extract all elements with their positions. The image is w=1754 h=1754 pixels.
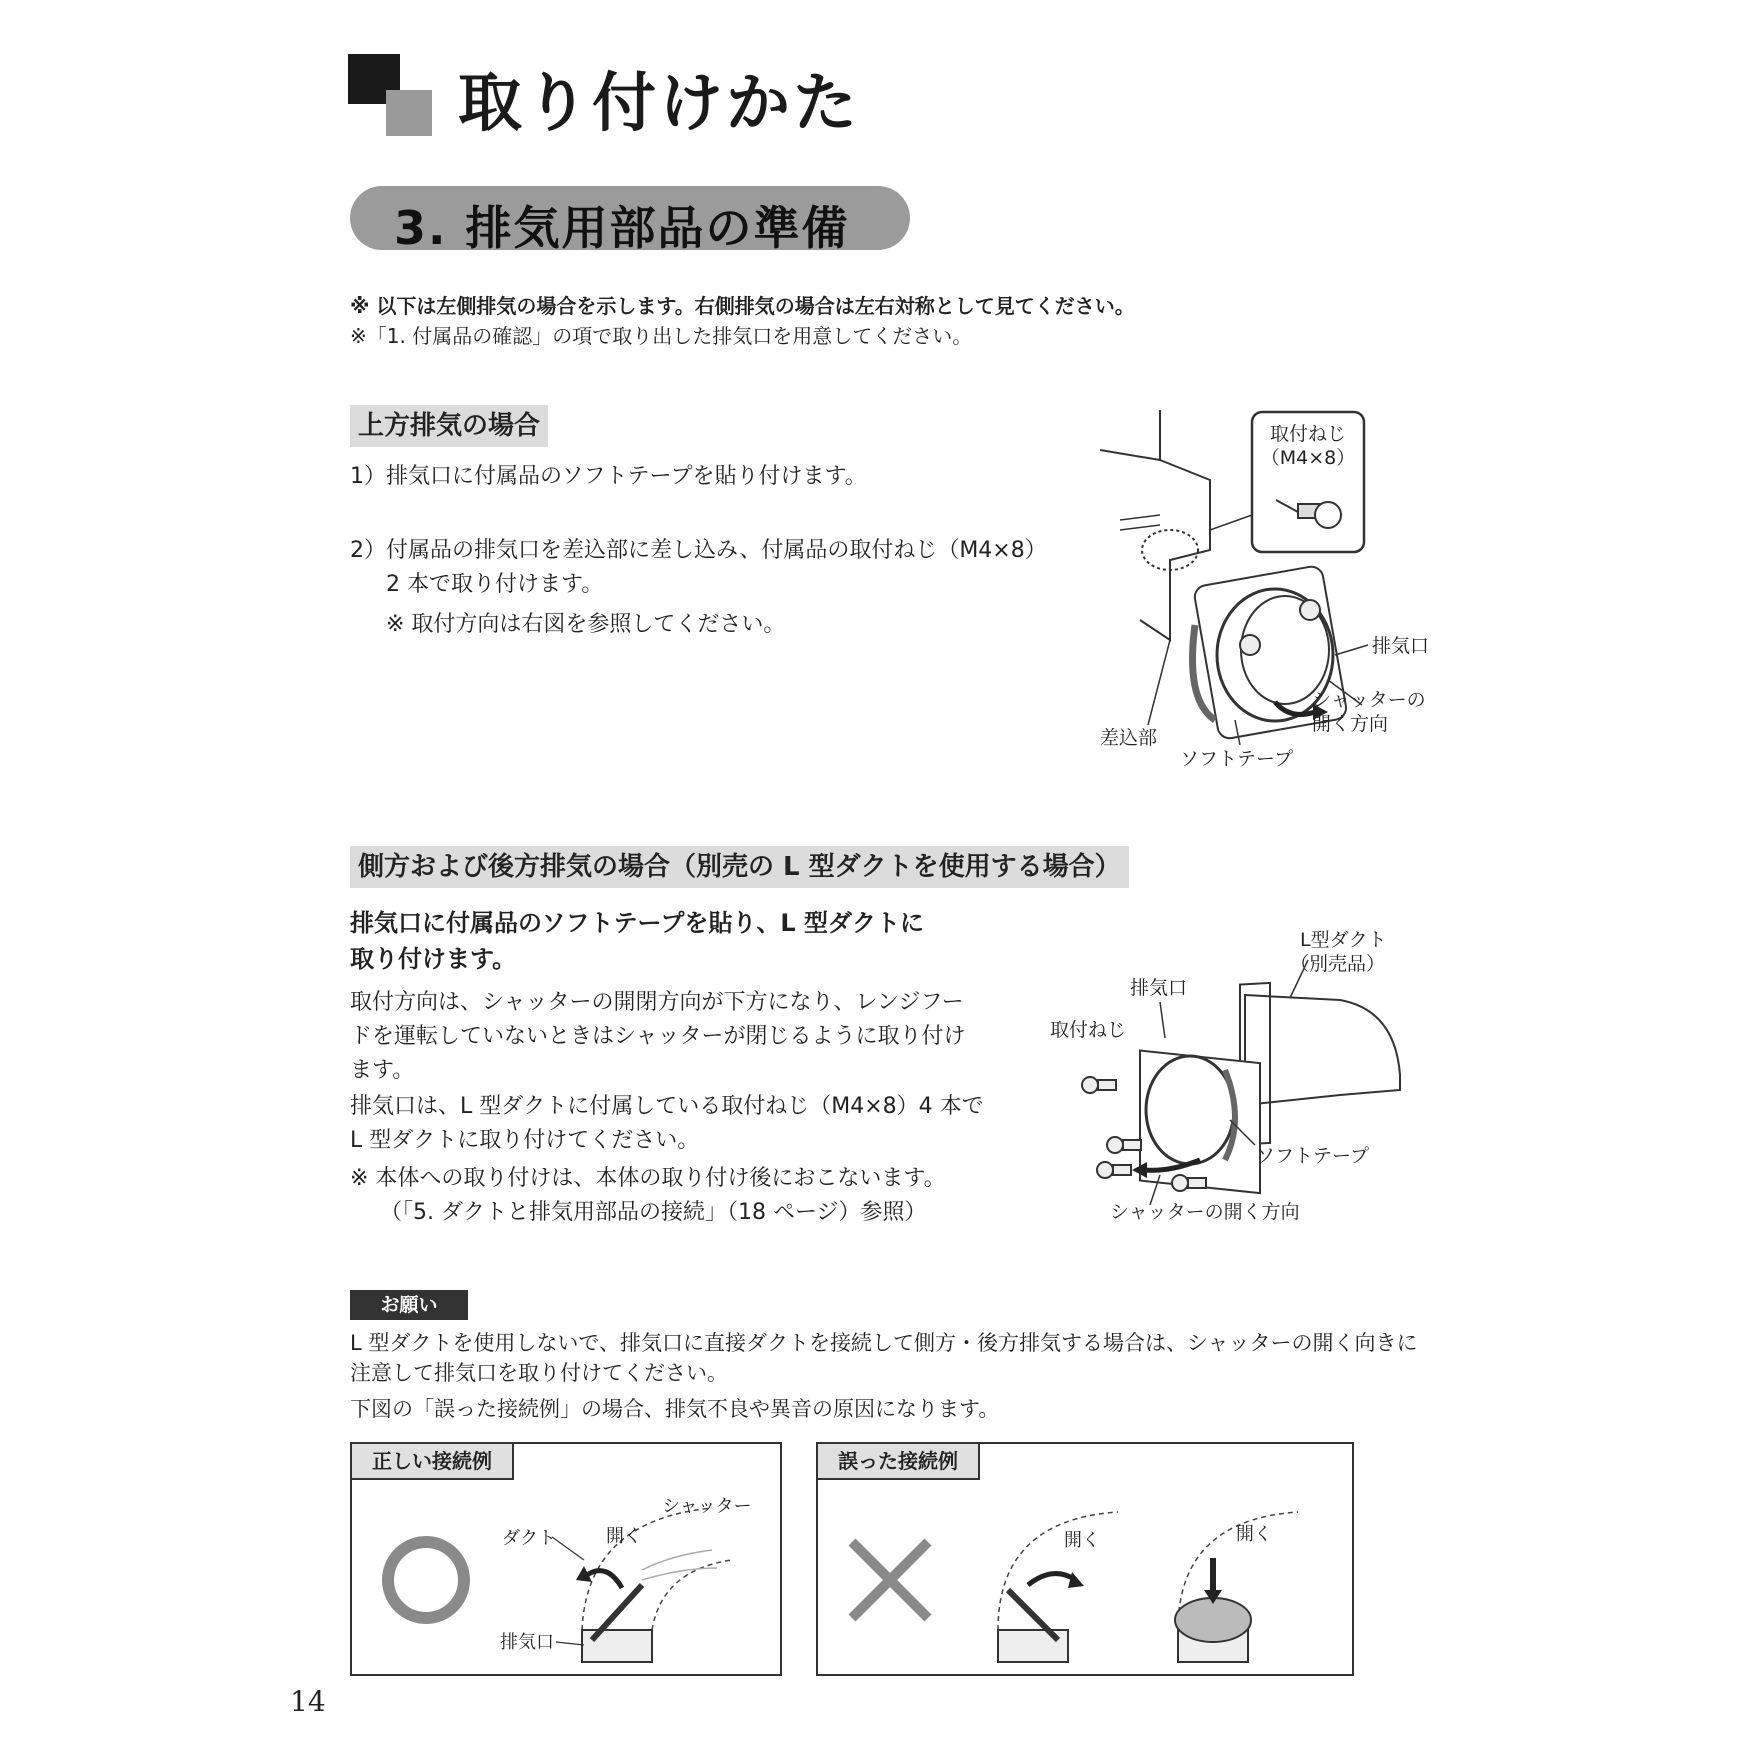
- side-exhaust-figure: [1040, 920, 1440, 1220]
- request-line-1: L 型ダクトを使用しないで、排気口に直接ダクトを接続して側方・後方排気する場合は、シャッターの開く向きに: [350, 1331, 1418, 1355]
- upper-exhaust-figure: [1100, 400, 1460, 780]
- wrong-label-open-2: 開く: [1236, 1524, 1272, 1545]
- side-bold-2: 取り付けます。: [350, 945, 517, 973]
- upper-step-2a: 2）付属品の排気口を差込部に差し込み、付属品の取付ねじ（M4×8）: [350, 538, 1047, 563]
- label-lduct-2: （別売品）: [1290, 953, 1386, 975]
- correct-port: [582, 1630, 652, 1662]
- side-exhaust-ring: [1146, 1056, 1234, 1164]
- correct-example-figure: [352, 1480, 778, 1672]
- note-left-side: ※ 以下は左側排気の場合を示します。右側排気の場合は左右対称として見てください。: [350, 294, 1135, 318]
- side-p2: ドを運転していないときはシャッターが閉じるように取り付け: [350, 1024, 966, 1049]
- label-exhaust: 排気口: [1372, 635, 1430, 657]
- hood-body-outline: [1140, 410, 1210, 640]
- correct-label-shutter: シャッター: [662, 1496, 752, 1517]
- label-side-screw: 取付ねじ: [1050, 1019, 1127, 1041]
- title-decoration-gray: [386, 90, 432, 136]
- upper-step-1: 1）排気口に付属品のソフトテープを貼り付けます。: [350, 464, 867, 489]
- side-p4: 排気口は、L 型ダクトに付属している取付ねじ（M4×8）4 本で: [350, 1094, 984, 1119]
- label-shutter-2: 開く方向: [1312, 713, 1389, 735]
- screw-callout-title: 取付ねじ: [1269, 423, 1347, 445]
- label-side-shutter: シャッターの開く方向: [1110, 1201, 1300, 1220]
- section-title: 3. 排気用部品の準備: [394, 201, 850, 255]
- wrong-example-box: [816, 1442, 1354, 1676]
- side-p1: 取付方向は、シャッターの開閉方向が下方になり、レンジフー: [350, 990, 964, 1015]
- upper-step-2-note: ※ 取付方向は右図を参照してください。: [386, 612, 786, 637]
- wrong-port-1: [998, 1630, 1068, 1662]
- correct-open-arrow: [587, 1571, 622, 1588]
- correct-label-open: 開く: [606, 1526, 642, 1547]
- side-p3: ます。: [350, 1058, 415, 1083]
- upper-step-2b: 2 本で取り付けます。: [386, 572, 604, 597]
- section-title-pill: [350, 186, 910, 255]
- side-p5: L 型ダクトに取り付けてください。: [350, 1128, 700, 1153]
- side-p7: （「5. ダクトと排気用部品の接続」（18 ページ）参照）: [380, 1200, 927, 1225]
- correct-circle-icon: [388, 1542, 464, 1618]
- label-lduct-1: L型ダクト: [1300, 929, 1387, 951]
- page-title: 取り付けかた: [458, 67, 860, 141]
- side-bold-1: 排気口に付属品のソフトテープを貼り、L 型ダクトに: [350, 909, 924, 937]
- correct-label-exhaust: 排気口: [500, 1632, 554, 1653]
- correct-example-box: [350, 1442, 782, 1676]
- side-p6: ※ 本体への取り付けは、本体の取り付け後におこないます。: [350, 1166, 946, 1191]
- wrong-shutter-2: [1175, 1598, 1251, 1642]
- label-side-exhaust: 排気口: [1130, 977, 1188, 999]
- l-duct-shape: [1245, 995, 1400, 1105]
- wrong-example-figure: [818, 1480, 1350, 1672]
- upper-exhaust-heading: 上方排気の場合: [350, 405, 548, 447]
- screw-callout-spec: （M4×8）: [1260, 447, 1356, 469]
- request-line-2: 注意して排気口を取り付けてください。: [350, 1361, 728, 1385]
- request-badge: お願い: [350, 1290, 468, 1320]
- correct-label-duct: ダクト: [502, 1528, 556, 1549]
- side-exhaust-heading: 側方および後方排気の場合（別売の L 型ダクトを使用する場合）: [350, 846, 1129, 888]
- label-shutter-1: シャッターの: [1312, 689, 1426, 711]
- page-number: 14: [290, 1685, 326, 1718]
- request-line-3: 下図の「誤った接続例」の場合、排気不良や異音の原因になります。: [350, 1397, 1000, 1421]
- soft-tape-shape: [1193, 625, 1216, 720]
- label-insert: 差込部: [1100, 727, 1158, 749]
- label-side-tape: ソフトテープ: [1256, 1145, 1370, 1167]
- wrong-open-arrow-1: [1028, 1574, 1076, 1585]
- note-prepare: ※「1. 付属品の確認」の項で取り出した排気口を用意してください。: [350, 324, 973, 348]
- correct-example-title: 正しい接続例: [352, 1444, 514, 1480]
- label-tape: ソフトテープ: [1180, 748, 1294, 770]
- wrong-label-open-1: 開く: [1064, 1530, 1100, 1551]
- wrong-example-title: 誤った接続例: [818, 1444, 980, 1480]
